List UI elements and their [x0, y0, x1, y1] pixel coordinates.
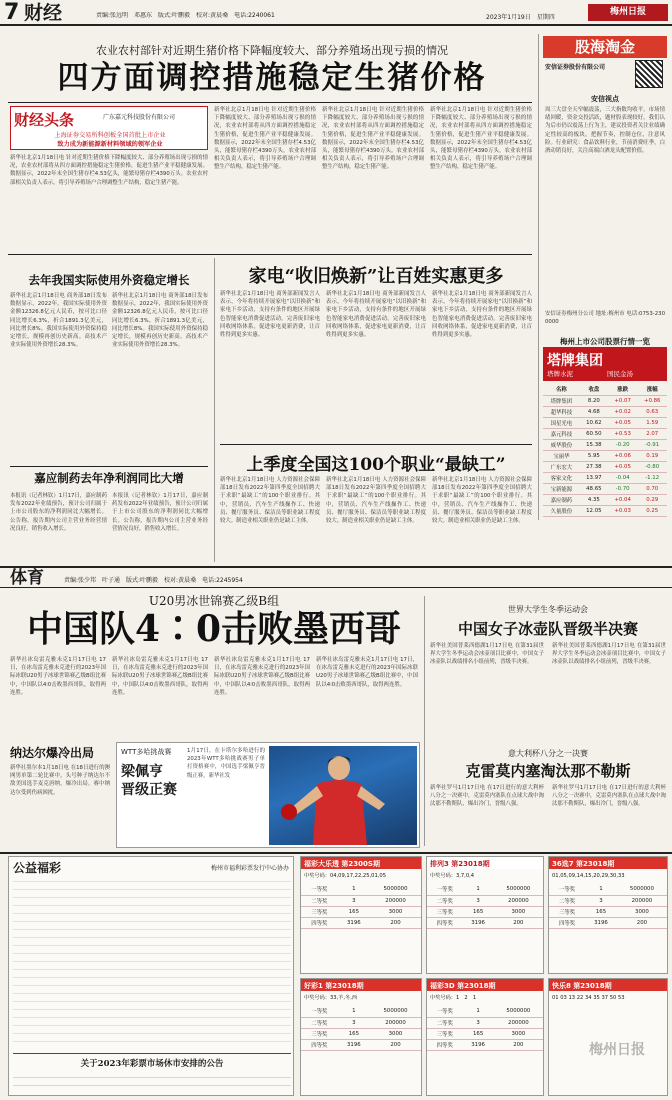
market-cell: +0.02: [608, 406, 638, 417]
sport2-body-col1: 新华社美国普莱西德湖1月17日电 在第31届世界大学生冬季运动会冰壶项目比赛中，中国女子冰壶队以战绩排名小组前列，晋级半决赛。: [430, 643, 544, 666]
caijing-sponsor: 广东嘉元科技股份有限公司: [103, 114, 176, 121]
prize-cell: 200000: [494, 1017, 543, 1028]
prize-cell: 1: [585, 884, 617, 895]
haocai-numbers: 中奖号码：33,羊,冬,西: [304, 995, 358, 1001]
top-story-body-col4: 新华社北京1月18日电 针对近期生猪价格下降幅度较大、部分养殖场出现亏损的情况，农业农村部将从四方面调控措施稳定生猪价格，促进生猪产业平稳健康发展。数据显示，2022年末全国生猪存栏4.53亿头，能繁母猪存栏4390万头。农业农村部相关负责人表示，将引导养殖场户合理调整生产结构，稳定生猪产能。: [430, 107, 532, 171]
prize-cell: 200: [494, 917, 543, 928]
market-cell: 超华科技: [543, 406, 580, 417]
prize-row: [427, 884, 543, 895]
market-header-cell: 收盘: [580, 384, 608, 395]
prize-cell: 二等奖: [549, 895, 585, 906]
divider: [220, 444, 532, 445]
prize-cell: 3000: [617, 906, 667, 917]
prize-row: [549, 906, 667, 917]
market-row: [543, 450, 667, 461]
market-row: [543, 417, 667, 428]
prize-cell: 二等奖: [301, 895, 338, 906]
prize-row: [301, 906, 421, 917]
market-cell: 27.38: [580, 461, 608, 472]
prize-cell: 3196: [338, 1039, 370, 1050]
market-cell: 国星光电: [543, 417, 580, 428]
market-row: [543, 461, 667, 472]
prize-table: [427, 1006, 543, 1051]
sport2-kicker: 世界大学生冬季运动会: [508, 605, 588, 614]
market-cell: 广东宏大: [543, 461, 580, 472]
section-title: 财经: [24, 2, 63, 24]
prize-cell: 3196: [463, 1039, 494, 1050]
market-cell: 10.62: [580, 417, 608, 428]
story3-body-col3: 新华社北京1月18日电 商务部新闻发言人表示，今年将持续开展家电“以旧换新”和家电下乡活动，支持有条件的地区开展绿色智能家电消费促进活动。完善废旧家电回收网络体系，促进家电更新消费，让百姓得到更多实惠。: [432, 291, 532, 339]
market-header-row: [543, 384, 667, 395]
prize-cell: 1: [463, 1006, 494, 1017]
market-header-cell: 涨跌: [608, 384, 638, 395]
prize-row: [301, 917, 421, 928]
market-cell: 8.20: [580, 395, 608, 406]
prize-cell: 一等奖: [427, 1006, 463, 1017]
story3-body-col2: 新华社北京1月18日电 商务部新闻发言人表示，今年将持续开展家电“以旧换新”和家电下乡活动，支持有条件的地区开展绿色智能家电消费促进活动。完善废旧家电回收网络体系，促进家电更新消费，让百姓得到更多实惠。: [326, 291, 426, 339]
pl3-numbers: 中奖号码：3,7,0,4: [430, 873, 475, 879]
prize-cell: 5000000: [494, 1006, 543, 1017]
top-story-headline: 四方面调控措施稳定生猪价格: [57, 60, 487, 96]
divider: [8, 254, 532, 255]
story4-headline: 上季度全国这100个职业“最缺工”: [246, 455, 506, 475]
caijing-title: 财经头条: [14, 111, 75, 129]
lottery-box-kl8: [548, 978, 668, 1096]
market-cell: +0.05: [608, 417, 638, 428]
sport2-body-col2: 新华社美国普莱西德湖1月17日电 在第31届世界大学生冬季运动会冰壶项目比赛中，中国女子冰壶队以战绩排名小组前列，晋级半决赛。: [552, 643, 666, 666]
sports-editor-line: 责编:张少邦 叶子通 版式:叶鹏毅 校对:黄晨桑 电话:2245954: [64, 577, 243, 584]
prize-cell: 3: [338, 1017, 370, 1028]
prize-cell: 165: [338, 1028, 370, 1039]
prize-cell: 一等奖: [301, 884, 338, 895]
ad-subtitle: 安信视点: [591, 95, 619, 103]
market-cell: 60.50: [580, 428, 608, 439]
prize-cell: 200: [370, 1039, 421, 1050]
prize-row: [427, 1039, 543, 1050]
sports-header: [0, 566, 672, 588]
prize-cell: 四等奖: [427, 1039, 463, 1050]
prize-cell: 5000000: [494, 884, 543, 895]
market-cell: 5.95: [580, 450, 608, 461]
prize-cell: 四等奖: [427, 917, 463, 928]
prize-cell: 四等奖: [301, 917, 338, 928]
stock-ad-column: [538, 34, 668, 334]
sport4-body-col2: 新华社罗马1月17日电 在17日进行的意大利杯八分之一决赛中，克雷莫内塞队在点球大战中淘汰那不勒斯队，爆出冷门，晋级八强。: [552, 785, 666, 808]
market-row: [543, 406, 667, 417]
prize-table: [301, 884, 421, 929]
prize-row: [301, 1017, 421, 1028]
market-table: [543, 384, 667, 517]
photo-kicker: WTT多哈挑战赛: [121, 748, 172, 756]
market-cell: 塔牌集团: [543, 395, 580, 406]
qr-code-icon: [635, 60, 663, 88]
photo-caption: 1月17日，在卡塔尔多哈进行的2023年WTT多哈挑战赛男子单打资格赛中，中国选手梁佩亨晋级正赛。新华社发: [187, 748, 265, 779]
prize-cell: 200000: [370, 1017, 421, 1028]
x36-title: 36选7 第23018期: [549, 857, 667, 869]
caijing-banner: [10, 106, 208, 150]
market-cell: +0.03: [608, 505, 638, 516]
story4-body-col3: 新华社北京1月18日电 人力资源社会保障部18日发布2022年第四季度全国招聘大于求职“最缺工”的100个职业排行。其中，营销员、汽车生产线操作工、快递员、餐厅服务员、保洁员等职业缺工程度较大。制造业相关职业仍是缺工主体。: [432, 477, 532, 525]
market-cell: 0.63: [637, 406, 667, 417]
sports-section-title: 体育: [10, 568, 44, 588]
divider: [0, 852, 672, 854]
sport-body-col4: 新华社冰岛雷克雅未克1月17日电 17日，在冰岛雷克雅未克进行的2023年国际冰联U20男子冰球世锦赛乙级B组比赛中，中国队以4∶0击败墨西哥队，取得两连胜。: [316, 657, 418, 688]
fc3d-numbers: 中奖号码：1 2 1: [430, 995, 477, 1001]
prize-cell: 三等奖: [549, 906, 585, 917]
stock-market-panel: [538, 334, 668, 520]
sport-headline: 中国队4∶0击败墨西哥: [26, 608, 402, 650]
prize-row: [549, 884, 667, 895]
prize-row: [427, 1028, 543, 1039]
market-cell: 宝丽华: [543, 450, 580, 461]
editor-line: 责编:张远明 邓惠东 版式:叶鹏毅 校对:黄晨桑 电话:2240061: [96, 12, 275, 19]
photo-headline-1: 梁佩亨: [121, 764, 163, 780]
kl8-title: 快乐8 第23018期: [549, 979, 667, 991]
market-row: [543, 395, 667, 406]
story1-headline: 去年我国实际使用外资稳定增长: [28, 273, 190, 287]
fc3d-title: 福彩3D 第23018期: [427, 979, 543, 991]
top-story-body-col1: 新华社北京1月18日电 针对近期生猪价格下降幅度较大、部分养殖场出现亏损的情况，农业农村部将从四方面调控措施稳定生猪价格，促进生猪产业平稳健康发展。数据显示，2022年末全国生猪存栏4.53亿头，能繁母猪存栏4390万头。农业农村部相关负责人表示，将引导养殖场户合理调整生产结构，稳定生猪产能。: [10, 155, 208, 186]
market-cell: 2.07: [637, 428, 667, 439]
prize-cell: 3000: [370, 906, 421, 917]
market-cell: 0.29: [637, 494, 667, 505]
market-cell: +0.05: [608, 461, 638, 472]
prize-cell: 一等奖: [301, 1006, 338, 1017]
market-cell: +0.04: [608, 494, 638, 505]
prize-cell: 200: [617, 917, 667, 928]
story1-body-col1: 新华社北京1月18日电 商务部18日发布数据显示，2022年，我国实际使用外资金额12326.8亿元人民币，按可比口径同比增长6.3%，折合1891.3亿美元，同比增长8%。我国实际使用外资保持稳定增长，规模再创历史新高。高技术产业实际使用外资增长28.3%。: [10, 293, 107, 349]
market-cell: -0.91: [637, 439, 667, 450]
market-cell: 1.59: [637, 417, 667, 428]
prize-cell: 3000: [494, 1028, 543, 1039]
market-cell: 嘉应制药: [543, 494, 580, 505]
story2-body-col2: 本报讯（记者林钦）1月17日，嘉应制药发布2022年业绩预告，预计公司归属于上市公司股东的净利润同比大幅增长。公告称，报告期内公司主营业务经营情况良好，销售收入增长。: [112, 493, 208, 532]
prize-cell: 3196: [463, 917, 494, 928]
market-cell: -0.70: [608, 483, 638, 494]
issue-date: 2023年1月19日 星期四: [486, 14, 555, 21]
market-brand-sub1: 塔牌水泥: [547, 370, 573, 378]
prize-row: [301, 1028, 421, 1039]
story4-body-col1: 新华社北京1月18日电 人力资源社会保障部18日发布2022年第四季度全国招聘大于求职“最缺工”的100个职业排行。其中，营销员、汽车生产线操作工、快递员、餐厅服务员、保洁员等职业缺工程度较大。制造业相关职业仍是缺工主体。: [220, 477, 320, 525]
market-row: [543, 472, 667, 483]
divider: [8, 102, 532, 103]
story2-headline: 嘉应制药去年净利润同比大增: [34, 471, 184, 485]
sport4-headline: 克雷莫内塞淘汰那不勒斯: [465, 762, 631, 780]
prize-row: [549, 895, 667, 906]
draw-results-grid: [13, 879, 291, 1049]
prize-cell: 165: [463, 1028, 494, 1039]
newspaper-logo: 梅州日报: [588, 4, 668, 21]
market-cell: -0.20: [608, 439, 638, 450]
prize-table: [427, 884, 543, 929]
prize-cell: 200: [494, 1039, 543, 1050]
market-cell: 12.05: [580, 505, 608, 516]
prize-cell: 3: [463, 895, 494, 906]
market-cell: 客家文化: [543, 472, 580, 483]
prize-table: [301, 1006, 421, 1051]
prize-row: [427, 906, 543, 917]
story4-body-col2: 新华社北京1月18日电 人力资源社会保障部18日发布2022年第四季度全国招聘大于求职“最缺工”的100个职业排行。其中，营销员、汽车生产线操作工、快递员、餐厅服务员、保洁员等职业缺工程度较大。制造业相关职业仍是缺工主体。: [326, 477, 426, 525]
haocai-title: 好彩1 第23018期: [301, 979, 421, 991]
ad-title: 股海淘金: [543, 36, 667, 58]
prize-cell: 1: [463, 884, 494, 895]
dlt-title: 福彩大乐透 第2300S期: [301, 857, 421, 869]
prize-cell: 165: [585, 906, 617, 917]
market-cell: 48.65: [580, 483, 608, 494]
sport4-kicker: 意大利杯八分之一决赛: [508, 749, 588, 758]
market-cell: 0.19: [637, 450, 667, 461]
market-cell: 0.25: [637, 505, 667, 516]
prize-cell: 165: [338, 906, 370, 917]
market-cell: 0.70: [637, 483, 667, 494]
sport3-headline: 纳达尔爆冷出局: [10, 746, 95, 760]
prize-cell: 3: [463, 1017, 494, 1028]
market-cell: 久量股份: [543, 505, 580, 516]
top-story-body-col2: 新华社北京1月18日电 针对近期生猪价格下降幅度较大、部分养殖场出现亏损的情况，农业农村部将从四方面调控措施稳定生猪价格，促进生猪产业平稳健康发展。数据显示，2022年末全国生猪存栏4.53亿头，能繁母猪存栏4390万头。农业农村部相关负责人表示，将引导养殖场户合理调整生产结构，稳定生猪产能。: [214, 107, 316, 171]
market-cell: 13.97: [580, 472, 608, 483]
top-story-kicker: 农业农村部针对近期生猪价格下降幅度较大、部分养殖场出现亏损的情况: [96, 44, 448, 57]
market-row: [543, 483, 667, 494]
prize-cell: 四等奖: [301, 1039, 338, 1050]
prize-row: [427, 1006, 543, 1017]
market-header-cell: 涨幅: [637, 384, 667, 395]
prize-table: [549, 884, 667, 929]
prize-cell: 二等奖: [427, 1017, 463, 1028]
market-brand: 塔牌集团: [547, 353, 603, 369]
market-cell: 15.38: [580, 439, 608, 450]
prize-cell: 二等奖: [427, 895, 463, 906]
prize-cell: 1: [338, 884, 370, 895]
prize-cell: 200: [370, 917, 421, 928]
prize-cell: 3000: [494, 906, 543, 917]
lottery-box-3d: [426, 978, 544, 1096]
prize-cell: 3196: [585, 917, 617, 928]
market-row: [543, 439, 667, 450]
prize-cell: 一等奖: [549, 884, 585, 895]
market-row: [543, 505, 667, 516]
sport2-headline: 中国女子冰壶队晋级半决赛: [457, 620, 638, 638]
notice-body: [13, 1071, 291, 1093]
prize-cell: 3: [338, 895, 370, 906]
ad-contact: 安信证券梅州分公司 地址:梅州市 电话:0753-2300000: [545, 311, 665, 326]
market-title: 梅州上市公司股票行情一览: [560, 337, 650, 346]
caijing-slogan-1: 上海证券交易所科创板全国首批上市企业: [54, 132, 166, 139]
prize-row: [427, 1017, 543, 1028]
lottery-notice-title: 关于2023年彩票市场休市安排的公告: [80, 1059, 224, 1069]
lottery-box-haocai: [300, 978, 422, 1096]
prize-cell: 165: [463, 906, 494, 917]
market-row: [543, 494, 667, 505]
prize-row: [301, 1006, 421, 1017]
prize-cell: 200000: [494, 895, 543, 906]
prize-row: [301, 884, 421, 895]
sport3-body: 新华社墨尔本1月18日电 在18日进行的澳网男单第二轮比赛中，头号种子纳达尔不敌美国选手麦克唐纳，爆冷出局。赛中纳达尔受到伤病困扰。: [10, 765, 110, 796]
market-cell: +0.86: [637, 395, 667, 406]
x36-numbers: 01,05,09,14,15,20,29,30,33: [552, 873, 625, 879]
market-cell: -0.04: [608, 472, 638, 483]
sport-body-col1: 新华社冰岛雷克雅未克1月17日电 17日，在冰岛雷克雅未克进行的2023年国际冰联U20男子冰球世锦赛乙级B组比赛中，中国队以4∶0击败墨西哥队，取得两连胜。: [10, 657, 106, 696]
story2-body-col1: 本报讯（记者林钦）1月17日，嘉应制药发布2022年业绩预告，预计公司归属于上市公司股东的净利润同比大幅增长。公告称，报告期内公司主营业务经营情况良好，销售收入增长。: [10, 493, 107, 532]
ad-body: 周三大盘全天窄幅震荡，三大指数均收平。市场情绪回暖，资金交投活跃，题材股表现较好。我们认为后市仍以震荡上行为主，建议投资者关注业绩确定性较高的板块，把握节奏，控制仓位，注意风险。行业研究：食品饮料行业，节前消费旺季，白酒动销良好，关注高端白酒龙头配置价值。: [545, 107, 665, 155]
column-rule: [214, 258, 215, 562]
prize-row: [427, 917, 543, 928]
prize-row: [427, 895, 543, 906]
prize-cell: 一等奖: [427, 884, 463, 895]
top-story-body-col3: 新华社北京1月18日电 针对近期生猪价格下降幅度较大、部分养殖场出现亏损的情况，农业农村部将从四方面调控措施稳定生猪价格，促进生猪产业平稳健康发展。数据显示，2022年末全国生猪存栏4.53亿头，能繁母猪存栏4390万头。农业农村部相关负责人表示，将引导养殖场户合理调整生产结构，稳定生猪产能。: [322, 107, 424, 171]
market-brand-banner: [543, 347, 667, 381]
sport-kicker: U20男冰世锦赛乙级B组: [148, 594, 280, 608]
prize-cell: 四等奖: [549, 917, 585, 928]
lottery-box-pl3: [426, 856, 544, 974]
pl3-title: 排列3 第23018期: [427, 857, 543, 869]
prize-cell: 二等奖: [301, 1017, 338, 1028]
kl8-numbers: 01 03 13 22 34 35 37 50 53: [552, 995, 625, 1001]
prize-cell: 200000: [617, 895, 667, 906]
prize-cell: 5000000: [370, 884, 421, 895]
divider: [13, 1053, 291, 1054]
photo-headline-2: 晋级正赛: [121, 782, 177, 798]
sport-body-col2: 新华社冰岛雷克雅未克1月17日电 17日，在冰岛雷克雅未克进行的2023年国际冰联U20男子冰球世锦赛乙级B组比赛中，中国队以4∶0击败墨西哥队，取得两连胜。: [112, 657, 208, 696]
athlete-illustration: [269, 746, 417, 845]
prize-cell: 3: [585, 895, 617, 906]
lottery-bulletin: [8, 856, 294, 1096]
prize-row: [301, 895, 421, 906]
prize-cell: 三等奖: [301, 1028, 338, 1039]
market-cell: 威华股份: [543, 439, 580, 450]
prize-cell: 200000: [370, 895, 421, 906]
market-cell: +0.07: [608, 395, 638, 406]
market-cell: 嘉元科技: [543, 428, 580, 439]
table-tennis-photo: [269, 746, 417, 845]
story1-body-col2: 新华社北京1月18日电 商务部18日发布数据显示，2022年，我国实际使用外资金额12326.8亿元人民币，按可比口径同比增长6.3%，折合1891.3亿美元，同比增长8%。我国实际使用外资保持稳定增长，规模再创历史新高。高技术产业实际使用外资增长28.3%。: [112, 293, 208, 349]
photo-story: [116, 742, 420, 848]
column-rule: [424, 596, 425, 846]
market-cell: -1.12: [637, 472, 667, 483]
prize-cell: 3196: [338, 917, 370, 928]
market-cell: 宝新能源: [543, 483, 580, 494]
sport4-body-col1: 新华社罗马1月17日电 在17日进行的意大利杯八分之一决赛中，克雷莫内塞队在点球大战中淘汰那不勒斯队，爆出冷门，晋级八强。: [430, 785, 544, 808]
page-header: [0, 0, 672, 26]
prize-cell: 1: [338, 1006, 370, 1017]
market-row: [543, 428, 667, 439]
story3-body-col1: 新华社北京1月18日电 商务部新闻发言人表示，今年将持续开展家电“以旧换新”和家电下乡活动，支持有条件的地区开展绿色智能家电消费促进活动。完善废旧家电回收网络体系，促进家电更新消费，让百姓得到更多实惠。: [220, 291, 320, 339]
prize-cell: 三等奖: [427, 906, 463, 917]
newspaper-watermark: 梅州日报: [589, 1042, 645, 1058]
bulletin-title: 公益福彩: [13, 861, 62, 875]
divider: [10, 466, 208, 467]
market-cell: 4.35: [580, 494, 608, 505]
prize-cell: 5000000: [370, 1006, 421, 1017]
page-number: 7: [4, 1, 20, 25]
market-brand-sub2: 国民金汤: [607, 370, 633, 378]
sport-body-col3: 新华社冰岛雷克雅未克1月17日电 17日，在冰岛雷克雅未克进行的2023年国际冰联U20男子冰球世锦赛乙级B组比赛中，中国队以4∶0击败墨西哥队，取得两连胜。: [214, 657, 310, 696]
prize-cell: 三等奖: [427, 1028, 463, 1039]
market-cell: -0.80: [637, 461, 667, 472]
dlt-numbers: 中奖号码：04,09,17,22,25,01,05: [304, 873, 387, 879]
market-cell: +0.53: [608, 428, 638, 439]
market-cell: 4.68: [580, 406, 608, 417]
ad-company: 安信证券股份有限公司: [545, 64, 605, 71]
prize-cell: 3000: [370, 1028, 421, 1039]
lottery-box-dlt: [300, 856, 422, 974]
story3-headline: 家电“收旧焕新”让百姓实惠更多: [248, 266, 504, 287]
market-cell: +0.06: [608, 450, 638, 461]
prize-row: [549, 917, 667, 928]
lottery-box-36x7: [548, 856, 668, 974]
market-header-cell: 名称: [543, 384, 580, 395]
prize-row: [301, 1039, 421, 1050]
bulletin-sponsor: 梅州市福利彩票发行中心协办: [210, 865, 289, 872]
prize-cell: 三等奖: [301, 906, 338, 917]
caijing-slogan-2: 致力成为新能源新材料领域的领军企业: [57, 141, 163, 148]
prize-cell: 5000000: [617, 884, 667, 895]
